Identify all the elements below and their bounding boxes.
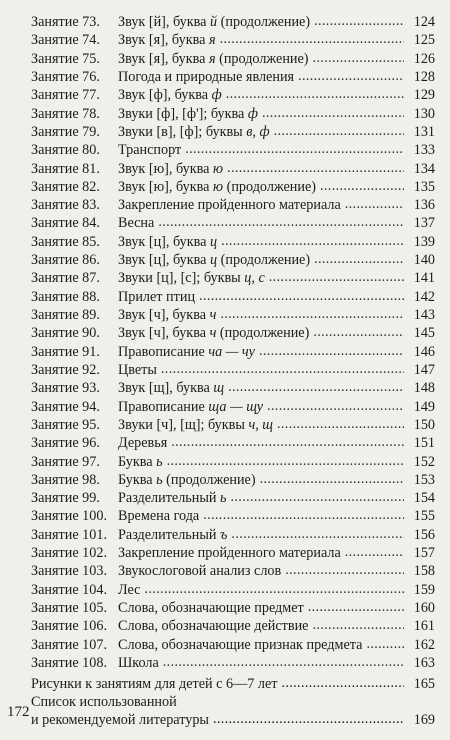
lesson-title	[118, 417, 273, 433]
lesson-title-part: Закрепление пройденного материала	[118, 197, 341, 214]
lesson-number: Занятие 101.	[31, 526, 107, 543]
toc-entry-page: 150	[413, 416, 435, 433]
toc-entry	[31, 434, 435, 452]
lesson-title	[118, 454, 163, 470]
lesson-title-letter: ча — чу	[208, 343, 255, 360]
lesson-number: Занятие 77.	[31, 87, 100, 104]
toc-entry-page: 136	[413, 197, 435, 214]
toc-entry	[31, 141, 435, 159]
toc-entry-page: 131	[413, 123, 435, 140]
toc-entry-page: 152	[413, 453, 435, 470]
toc-entry-page: 165	[413, 675, 435, 692]
dot-leader	[221, 232, 404, 250]
toc-entry-text	[31, 507, 199, 525]
lesson-number: Занятие 88.	[31, 288, 100, 305]
lesson-number: Занятие 86.	[31, 252, 100, 269]
lesson-title	[118, 69, 294, 85]
toc-entry-text	[31, 306, 216, 324]
toc-entry-page: 129	[413, 87, 435, 104]
toc-appendix	[31, 675, 435, 730]
lesson-title-part: Буква	[118, 471, 157, 488]
lesson-title	[118, 563, 281, 579]
toc-entry-title: и рекомендуемой литературы	[31, 712, 209, 729]
dot-leader	[227, 159, 404, 177]
lesson-title-part: Звук [ю], буква	[118, 178, 214, 195]
toc-entry-page: 151	[413, 435, 435, 452]
lesson-title	[118, 289, 195, 305]
lesson-number: Занятие 103.	[31, 563, 107, 580]
dot-leader	[213, 710, 404, 728]
toc-entry	[31, 361, 435, 379]
lesson-title-part: (продолжение)	[217, 252, 311, 269]
lesson-title-letter: ф	[247, 105, 258, 122]
lesson-title-part: Звуки [ф], [ф']; буква	[118, 105, 248, 122]
toc-entry-page: 153	[413, 471, 435, 488]
lesson-title-part: Правописание	[118, 343, 209, 360]
lesson-title	[118, 215, 154, 231]
lesson-title-part: Слова, обозначающие признак предмета	[118, 636, 363, 653]
toc-entry	[31, 306, 435, 324]
toc-entry-text	[31, 581, 140, 599]
lesson-number: Занятие 91.	[31, 343, 100, 360]
toc-entry-text	[31, 617, 308, 635]
lesson-title-letter: щ	[213, 380, 225, 397]
toc-entry-page: 142	[413, 288, 435, 305]
toc-entry-page: 124	[413, 14, 435, 30]
toc-entry	[31, 251, 435, 269]
lesson-title-part: (продолжение)	[217, 14, 311, 30]
lesson-title-letter: ща — щу	[208, 398, 264, 415]
lesson-number: Занятие 84.	[31, 215, 100, 232]
lesson-title	[118, 362, 157, 378]
toc-entry	[31, 581, 435, 599]
lesson-title	[118, 435, 167, 451]
lesson-title-letter: ч	[209, 307, 217, 323]
toc-entry-page: 156	[413, 526, 435, 543]
lesson-title	[118, 508, 199, 524]
toc-entry-drawings	[31, 675, 435, 693]
toc-entry	[31, 654, 435, 672]
lesson-title	[118, 380, 224, 396]
lesson-title	[118, 600, 304, 616]
lesson-title-part: Звук [ч], буква	[118, 325, 210, 342]
lesson-title-letter: ч, щ	[248, 416, 274, 433]
lesson-number: Занятие 76.	[31, 68, 100, 85]
dot-leader	[314, 12, 404, 30]
dot-leader	[158, 213, 404, 231]
lesson-title-part: Звукослоговой анализ слов	[118, 563, 282, 580]
lesson-number: Занятие 107.	[31, 636, 107, 653]
lesson-title-part: Разделительный	[118, 526, 221, 543]
lesson-title-part: Цветы	[118, 361, 157, 378]
toc-entry-text	[31, 324, 309, 342]
toc-entry-text	[31, 361, 157, 379]
dot-leader	[163, 653, 404, 671]
lesson-title-letter: ю	[213, 178, 224, 195]
lesson-number: Занятие 96.	[31, 435, 100, 452]
lesson-number: Занятие 93.	[31, 380, 100, 397]
lesson-number: Занятие 78.	[31, 105, 100, 122]
toc-entry-page: 159	[413, 581, 435, 598]
dot-leader	[161, 360, 404, 378]
dot-leader	[259, 342, 404, 360]
toc-entry-text	[31, 196, 341, 214]
dot-leader	[226, 85, 404, 103]
toc-entry	[31, 544, 435, 562]
toc-entry-text	[31, 123, 270, 141]
toc-entry	[31, 379, 435, 397]
dot-leader	[220, 305, 404, 323]
toc-entry-title: Список использованной	[31, 693, 177, 710]
lesson-title-part: Школа	[118, 654, 159, 671]
lesson-number: Занятие 82.	[31, 178, 100, 195]
lesson-title	[118, 51, 309, 67]
lesson-title-part: Звук [ф], буква	[118, 87, 212, 104]
toc-entry-page: 133	[413, 142, 435, 159]
toc-entry-page: 162	[413, 636, 435, 653]
toc-entry-bibliography-line2	[31, 711, 435, 729]
dot-leader	[260, 470, 404, 488]
lesson-title-letter: я	[208, 32, 216, 49]
page-number: 172	[7, 704, 30, 720]
lesson-title-part: Погода и природные явления	[118, 68, 295, 85]
dot-leader	[312, 616, 404, 634]
lesson-number: Занятие 108.	[31, 654, 107, 671]
dot-leader	[167, 452, 404, 470]
lesson-title-part: Деревья	[118, 435, 168, 452]
toc-entry-page: 137	[413, 215, 435, 232]
lesson-title-part: Звуки [ц], [с]; буквы	[118, 270, 245, 287]
toc-entry-page: 125	[413, 32, 435, 49]
dot-leader	[277, 415, 404, 433]
toc-entry	[31, 105, 435, 123]
toc-entry-page: 154	[413, 490, 435, 507]
lesson-title-letter: й	[210, 14, 218, 30]
dot-leader	[267, 397, 404, 415]
toc-entry-page: 147	[413, 361, 435, 378]
dot-leader	[320, 177, 404, 195]
lesson-title-part: Звук [й], буква	[118, 14, 211, 30]
lesson-number: Занятие 98.	[31, 471, 100, 488]
lesson-title	[118, 527, 227, 543]
toc-entry-text	[31, 160, 223, 178]
lesson-number: Занятие 92.	[31, 361, 100, 378]
toc-entry	[31, 398, 435, 416]
lesson-number: Занятие 106.	[31, 618, 107, 635]
toc-entry-page: 146	[413, 343, 435, 360]
toc-entry	[31, 196, 435, 214]
toc-entry-text	[31, 68, 294, 86]
lesson-title	[118, 179, 316, 195]
lesson-number: Занятие 87.	[31, 270, 100, 287]
lesson-title	[118, 307, 216, 323]
lesson-number: Занятие 104.	[31, 581, 107, 598]
lesson-title-part: Прилет птиц	[118, 288, 196, 305]
toc-entry-text	[31, 453, 163, 471]
toc-entry-text	[31, 141, 181, 159]
lesson-title-part: Буква	[118, 453, 157, 470]
lesson-title	[118, 637, 362, 653]
toc-entry	[31, 343, 435, 361]
lesson-title	[118, 344, 255, 360]
toc-entry-text	[31, 31, 216, 49]
toc-entry-text	[31, 343, 255, 361]
toc-entry-text	[31, 636, 362, 654]
toc-entry-page: 148	[413, 380, 435, 397]
toc-entry	[31, 507, 435, 525]
lesson-title-letter: ц	[210, 233, 218, 250]
toc-entry-text	[31, 251, 310, 269]
toc-entry	[31, 13, 435, 31]
lesson-title	[118, 472, 256, 488]
toc-entry	[31, 160, 435, 178]
toc-entry-page: 158	[413, 563, 435, 580]
toc-entry-bibliography-line1	[31, 693, 435, 711]
toc-entry-page: 140	[413, 252, 435, 269]
dot-leader	[269, 268, 404, 286]
lesson-title-part: Времена года	[118, 508, 200, 525]
lesson-number: Занятие 100.	[31, 508, 107, 525]
toc-entry	[31, 562, 435, 580]
lesson-title-part: Звук [ц], буква	[118, 252, 211, 269]
lesson-number: Занятие 83.	[31, 197, 100, 214]
toc-entry-page: 161	[413, 618, 435, 635]
lesson-number: Занятие 102.	[31, 545, 107, 562]
lesson-title	[118, 197, 341, 213]
toc-entry	[31, 269, 435, 287]
lesson-title-part: Весна	[118, 215, 155, 232]
toc-entry	[31, 453, 435, 471]
toc-entry	[31, 68, 435, 86]
toc-entry-text	[31, 398, 263, 416]
lesson-title-part: (продолжение)	[216, 325, 310, 342]
dot-leader	[285, 561, 404, 579]
dot-leader	[185, 140, 404, 158]
toc-entry-page: 139	[413, 233, 435, 250]
toc-entry	[31, 489, 435, 507]
toc-entry-text	[31, 489, 227, 507]
dot-leader	[274, 122, 404, 140]
lesson-title	[118, 582, 140, 598]
toc-entry-page: 155	[413, 508, 435, 525]
toc-entry	[31, 526, 435, 544]
toc-entry-text	[31, 50, 309, 68]
dot-leader	[281, 674, 404, 692]
lesson-title	[118, 161, 223, 177]
dot-leader	[298, 67, 404, 85]
lesson-number: Занятие 75.	[31, 50, 100, 67]
toc-entry-text	[31, 544, 341, 562]
toc-entry-text	[31, 526, 227, 544]
toc-entry-text	[31, 214, 154, 232]
toc-entry	[31, 416, 435, 434]
toc-entry	[31, 233, 435, 251]
toc-entry-text	[31, 654, 159, 672]
dot-leader	[220, 30, 404, 48]
toc-entry-text	[31, 178, 316, 196]
toc-entry-page: 141	[413, 270, 435, 287]
dot-leader	[262, 104, 404, 122]
lesson-title	[118, 325, 309, 341]
lesson-title-letter: ц, с	[244, 270, 265, 287]
lesson-title-part: Звук [щ], буква	[118, 380, 214, 397]
toc-entry-text	[31, 599, 304, 617]
lesson-number: Занятие 89.	[31, 307, 100, 323]
toc-entry-text	[31, 269, 265, 287]
lesson-title-part: (продолжение)	[223, 178, 317, 195]
toc-entry-page: 135	[413, 178, 435, 195]
toc-entry-page: 130	[413, 105, 435, 122]
lesson-title-letter: ь	[156, 471, 163, 488]
toc-entry-page: 145	[413, 325, 435, 342]
toc-entry	[31, 599, 435, 617]
toc-entry-text	[31, 416, 273, 434]
lesson-title-part: Разделительный	[118, 490, 221, 507]
lesson-number: Занятие 99.	[31, 490, 100, 507]
lesson-title-part: (продолжение)	[215, 50, 309, 67]
dot-leader	[228, 378, 404, 396]
lesson-number: Занятие 90.	[31, 325, 100, 342]
toc-entry-text	[31, 233, 217, 251]
lesson-number: Занятие 85.	[31, 233, 100, 250]
dot-leader	[203, 506, 404, 524]
toc-entry	[31, 123, 435, 141]
lesson-title-part: Звук [ц], буква	[118, 233, 211, 250]
dot-leader	[345, 195, 404, 213]
lesson-title-part: Слова, обозначающие действие	[118, 618, 309, 635]
lesson-title	[118, 545, 341, 561]
lesson-title	[118, 399, 263, 415]
lesson-title	[118, 655, 159, 671]
toc-entry	[31, 178, 435, 196]
toc-entry-text	[31, 434, 167, 452]
toc-entry-page: 149	[413, 398, 435, 415]
toc-entry-page: 160	[413, 600, 435, 616]
lesson-title-letter: ю	[213, 160, 224, 177]
lesson-title	[118, 270, 265, 286]
lesson-title	[118, 106, 258, 122]
lesson-title	[118, 87, 222, 103]
lesson-title-part: (продолжение)	[162, 471, 256, 488]
dot-leader	[313, 323, 404, 341]
toc-entry	[31, 617, 435, 635]
toc-entry	[31, 471, 435, 489]
lesson-number: Занятие 79.	[31, 123, 100, 140]
toc-entry-text	[31, 288, 195, 306]
toc-entry-page: 169	[413, 712, 435, 729]
lesson-title-part: Правописание	[118, 398, 209, 415]
lesson-number: Занятие 95.	[31, 416, 100, 433]
lesson-title-letter: ч	[209, 325, 217, 342]
toc-entry-page: 134	[413, 160, 435, 177]
toc-entry-page: 143	[413, 307, 435, 323]
lesson-title-part: Звуки [ч], [щ]; буквы	[118, 416, 249, 433]
toc-entry-page: 126	[413, 50, 435, 67]
lesson-title	[118, 124, 270, 140]
lesson-title-part: Слова, обозначающие предмет	[118, 600, 304, 616]
toc-entry	[31, 86, 435, 104]
toc-entry-text	[31, 86, 222, 104]
lesson-title-letter: в, ф	[246, 123, 270, 140]
toc-entry-text	[31, 379, 224, 397]
lesson-number: Занятие 74.	[31, 32, 100, 49]
lesson-title-letter: ъ	[220, 526, 228, 543]
toc-entry-page: 128	[413, 68, 435, 85]
toc-entry-page: 163	[413, 654, 435, 671]
toc-entry	[31, 50, 435, 68]
dot-leader	[314, 250, 404, 268]
lesson-title-part: Лес	[118, 581, 141, 598]
toc-entry-text	[31, 471, 256, 489]
lesson-title-part: Транспорт	[118, 142, 182, 159]
lesson-title	[118, 234, 217, 250]
toc-entry-page: 157	[413, 545, 435, 562]
toc-entry-text	[31, 562, 281, 580]
lesson-title-letter: ь	[220, 490, 227, 507]
toc-entry-text	[31, 105, 258, 123]
lesson-title-part: Звук [я], буква	[118, 32, 209, 49]
lesson-number: Занятие 73.	[31, 14, 100, 30]
toc-entry	[31, 636, 435, 654]
lesson-title-part: Звук [я], буква	[118, 50, 209, 67]
lesson-title	[118, 618, 308, 634]
lesson-title	[118, 490, 227, 506]
lesson-title-part: Закрепление пройденного материала	[118, 545, 341, 562]
lesson-number: Занятие 105.	[31, 600, 107, 616]
lesson-title-part: Звук [ч], буква	[118, 307, 210, 323]
lesson-title-part: Звук [ю], буква	[118, 160, 214, 177]
lesson-title	[118, 32, 216, 48]
dot-leader	[199, 287, 404, 305]
dot-leader	[345, 543, 404, 561]
toc-entry-text	[31, 13, 310, 31]
lesson-title-letter: ц	[210, 252, 218, 269]
toc-entry	[31, 324, 435, 342]
lesson-number: Занятие 94.	[31, 398, 100, 415]
dot-leader	[231, 488, 404, 506]
lesson-title	[118, 142, 181, 158]
toc-entry	[31, 31, 435, 49]
lesson-number: Занятие 80.	[31, 142, 100, 159]
toc-entry-title: Рисунки к занятиям для детей с 6—7 лет	[31, 675, 278, 692]
dot-leader	[308, 598, 404, 616]
lesson-title	[118, 252, 310, 268]
lesson-title-part: Звуки [в], [ф]; буквы	[118, 123, 247, 140]
dot-leader	[231, 525, 404, 543]
lesson-title-letter: ь	[156, 453, 163, 470]
dot-leader	[366, 635, 404, 653]
lesson-title-letter: ф	[211, 87, 222, 104]
dot-leader	[144, 580, 404, 598]
table-of-contents	[31, 13, 435, 672]
lesson-number: Занятие 81.	[31, 160, 100, 177]
lesson-title	[118, 14, 310, 30]
toc-entry	[31, 214, 435, 232]
dot-leader	[313, 49, 404, 67]
lesson-number: Занятие 97.	[31, 453, 100, 470]
lesson-title-letter: я	[208, 50, 216, 67]
dot-leader	[171, 433, 404, 451]
toc-entry	[31, 288, 435, 306]
